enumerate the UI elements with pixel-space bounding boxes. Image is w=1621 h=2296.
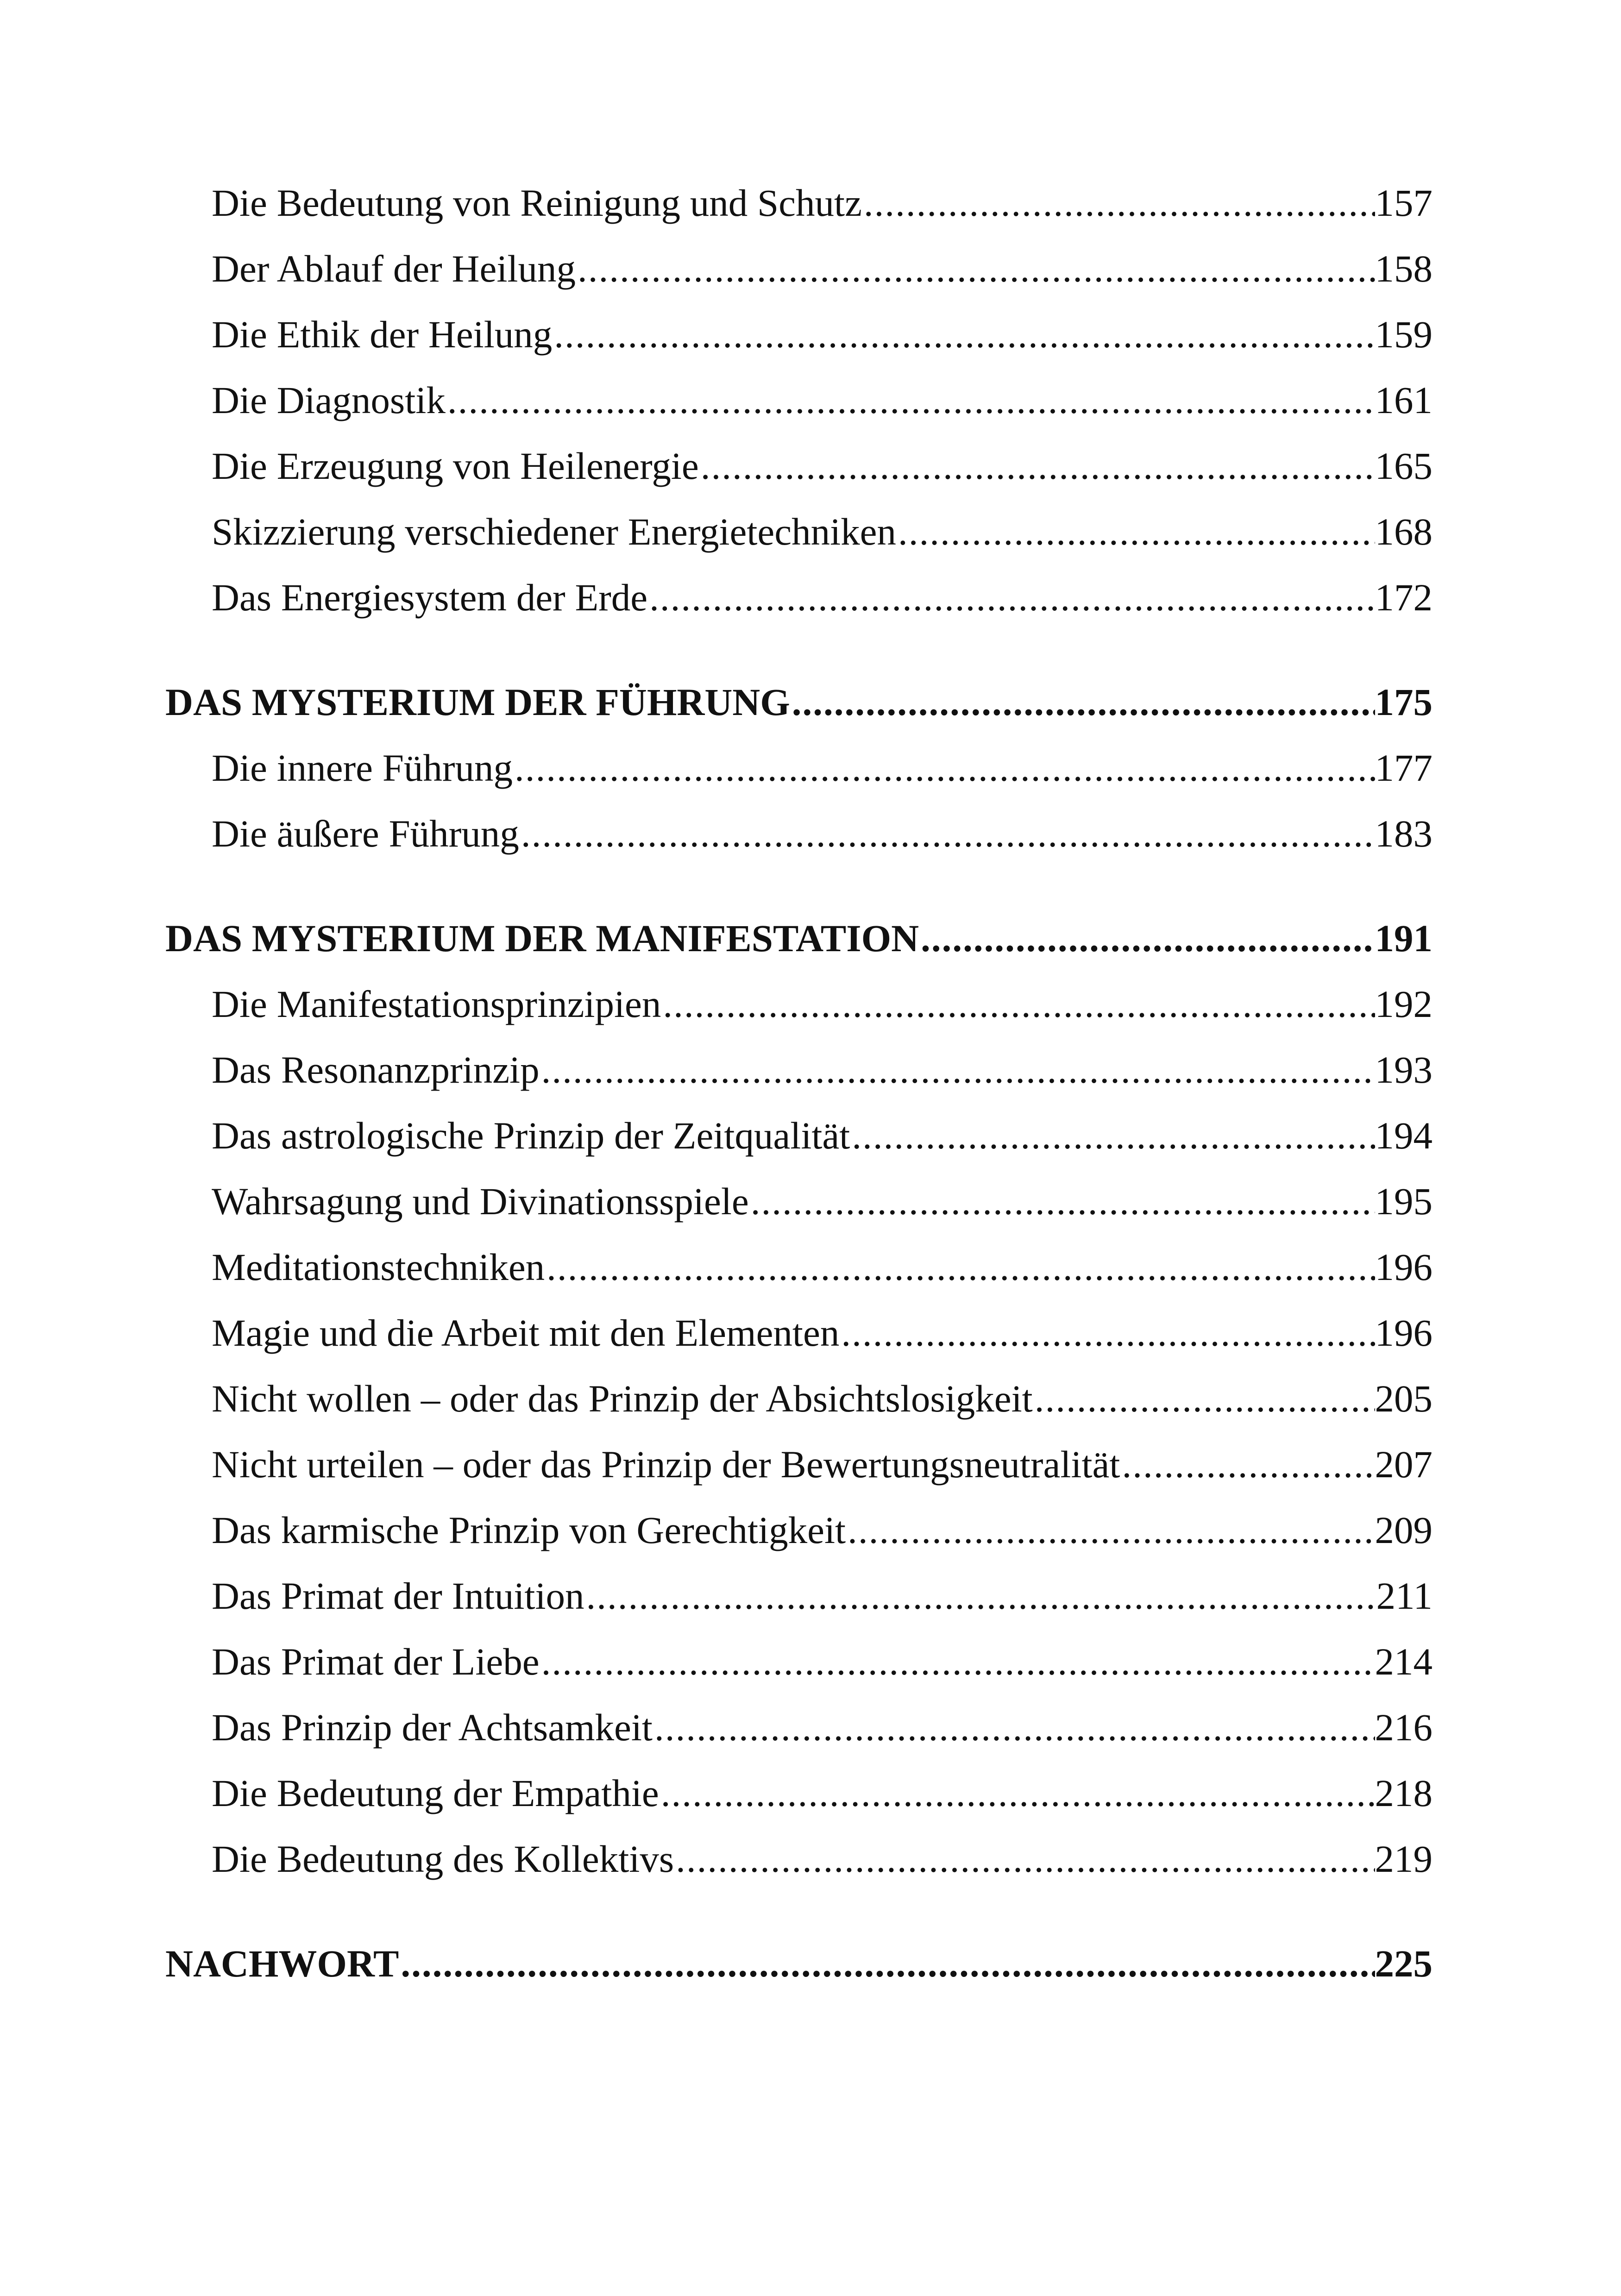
toc-entry-title: Wahrsagung und Divinationsspiele	[212, 1180, 749, 1223]
dot-leader	[674, 1826, 1375, 1892]
dot-leader	[576, 236, 1375, 301]
dot-leader	[519, 801, 1375, 866]
toc-entry-title: Die äußere Führung	[212, 812, 519, 855]
toc-entry-page-number: 219	[1375, 1838, 1433, 1880]
dot-leader	[584, 1563, 1376, 1629]
dot-leader	[919, 905, 1375, 971]
toc-entry-page-number: 183	[1375, 812, 1433, 855]
toc-entry	[165, 1760, 1433, 1826]
toc-entry-title: Nicht urteilen – oder das Prinzip der Bewertungsneutralität	[212, 1443, 1120, 1486]
toc-entry-page-number: 168	[1375, 510, 1433, 553]
dot-leader	[545, 1234, 1375, 1300]
toc-entry-title: Die Bedeutung von Reinigung und Schutz	[212, 182, 862, 224]
toc-entry-title: Das Primat der Liebe	[212, 1640, 540, 1683]
dot-leader	[1120, 1431, 1375, 1497]
toc-entry-title: Das Prinzip der Achtsamkeit	[212, 1706, 653, 1749]
toc-entry-page-number: 158	[1375, 247, 1433, 290]
dot-leader	[513, 735, 1375, 801]
toc-entry	[165, 1694, 1433, 1760]
dot-leader	[540, 1037, 1375, 1103]
toc-entry-title: Nicht wollen – oder das Prinzip der Absichtslosigkeit	[212, 1377, 1033, 1420]
toc-entry-title: Die Erzeugung von Heilenergie	[212, 445, 699, 487]
toc-entry	[165, 1497, 1433, 1563]
toc-entry-page-number: 218	[1375, 1772, 1433, 1814]
toc-entry	[165, 735, 1433, 801]
toc-entry-page-number: 216	[1375, 1706, 1433, 1749]
toc-entry	[165, 1037, 1433, 1103]
dot-leader	[399, 1931, 1375, 1996]
toc-entry	[165, 1168, 1433, 1234]
toc-entry-page-number: 214	[1375, 1640, 1433, 1683]
toc-entry	[165, 433, 1433, 499]
toc-entry-title: Das astrologische Prinzip der Zeitqualität	[212, 1114, 850, 1157]
toc-entry-page-number: 175	[1375, 681, 1433, 723]
dot-leader	[749, 1168, 1375, 1234]
toc-entry-page-number: 225	[1375, 1942, 1433, 1985]
toc-section-entry	[165, 1931, 1433, 1996]
dot-leader	[659, 1760, 1375, 1826]
toc-entry	[165, 1431, 1433, 1497]
toc-entry-page-number: 157	[1375, 182, 1433, 224]
dot-leader	[661, 971, 1375, 1037]
dot-leader	[552, 301, 1375, 367]
toc-entry-title: Die Ethik der Heilung	[212, 313, 553, 356]
dot-leader	[850, 1103, 1375, 1168]
toc-entry-page-number: 207	[1375, 1443, 1433, 1486]
dot-leader	[839, 1300, 1375, 1366]
toc-entry-title: Die Diagnostik	[212, 379, 446, 421]
toc-entry-page-number: 209	[1375, 1509, 1433, 1551]
toc-entry-title: Das karmische Prinzip von Gerechtigkeit	[212, 1509, 846, 1551]
toc-entry-title: Die Manifestationsprinzipien	[212, 983, 661, 1025]
toc-entry-title: DAS MYSTERIUM DER FÜHRUNG	[165, 681, 790, 723]
toc-entry	[165, 1629, 1433, 1694]
toc-entry-title: Die Bedeutung der Empathie	[212, 1772, 659, 1814]
toc-section-entry	[165, 669, 1433, 735]
toc-entry-title: Die Bedeutung des Kollektivs	[212, 1838, 674, 1880]
toc-entry	[165, 301, 1433, 367]
toc-entry-title: Meditationstechniken	[212, 1246, 545, 1288]
toc-entry-page-number: 205	[1375, 1377, 1433, 1420]
toc-entry	[165, 1234, 1433, 1300]
toc-entry	[165, 1563, 1433, 1629]
toc-entry	[165, 367, 1433, 433]
toc-entry-page-number: 192	[1375, 983, 1433, 1025]
toc-entry-page-number: 159	[1375, 313, 1433, 356]
toc-entry	[165, 236, 1433, 301]
toc-entry-page-number: 211	[1376, 1575, 1433, 1617]
toc-entry	[165, 801, 1433, 866]
toc-entry-page-number: 191	[1375, 917, 1433, 960]
toc-entry-page-number: 165	[1375, 445, 1433, 487]
dot-leader	[896, 499, 1375, 565]
toc-entry-page-number: 172	[1375, 576, 1433, 619]
toc-entry-page-number: 193	[1375, 1048, 1433, 1091]
toc-entry-page-number: 194	[1375, 1114, 1433, 1157]
dot-leader	[1033, 1366, 1375, 1431]
dot-leader	[862, 170, 1375, 236]
toc-entry-title: Das Resonanzprinzip	[212, 1048, 540, 1091]
dot-leader	[699, 433, 1375, 499]
toc-entry	[165, 499, 1433, 565]
toc-entry-page-number: 195	[1375, 1180, 1433, 1223]
toc-entry	[165, 971, 1433, 1037]
toc-entry-page-number: 196	[1375, 1246, 1433, 1288]
toc-entry	[165, 170, 1433, 236]
toc-entry	[165, 1366, 1433, 1431]
toc-section-entry	[165, 905, 1433, 971]
toc-entry-title: Der Ablauf der Heilung	[212, 247, 576, 290]
toc-entry-title: NACHWORT	[165, 1942, 399, 1985]
dot-leader	[446, 367, 1375, 433]
toc-entry-page-number: 196	[1375, 1311, 1433, 1354]
toc-entry-title: Skizzierung verschiedener Energietechniken	[212, 510, 896, 553]
dot-leader	[846, 1497, 1375, 1563]
toc-entry	[165, 1826, 1433, 1892]
toc-entry-title: Die innere Führung	[212, 747, 513, 789]
toc-entry	[165, 565, 1433, 630]
dot-leader	[653, 1694, 1375, 1760]
toc-entry	[165, 1300, 1433, 1366]
dot-leader	[540, 1629, 1375, 1694]
toc-entry-title: Magie und die Arbeit mit den Elementen	[212, 1311, 840, 1354]
toc-entry-title: DAS MYSTERIUM DER MANIFESTATION	[165, 917, 919, 960]
toc-entry	[165, 1103, 1433, 1168]
toc-entry-page-number: 177	[1375, 747, 1433, 789]
dot-leader	[647, 565, 1375, 630]
dot-leader	[790, 669, 1375, 735]
toc-entry-title: Das Energiesystem der Erde	[212, 576, 648, 619]
toc-entry-page-number: 161	[1375, 379, 1433, 421]
table-of-contents	[165, 170, 1433, 1996]
toc-entry-title: Das Primat der Intuition	[212, 1575, 584, 1617]
